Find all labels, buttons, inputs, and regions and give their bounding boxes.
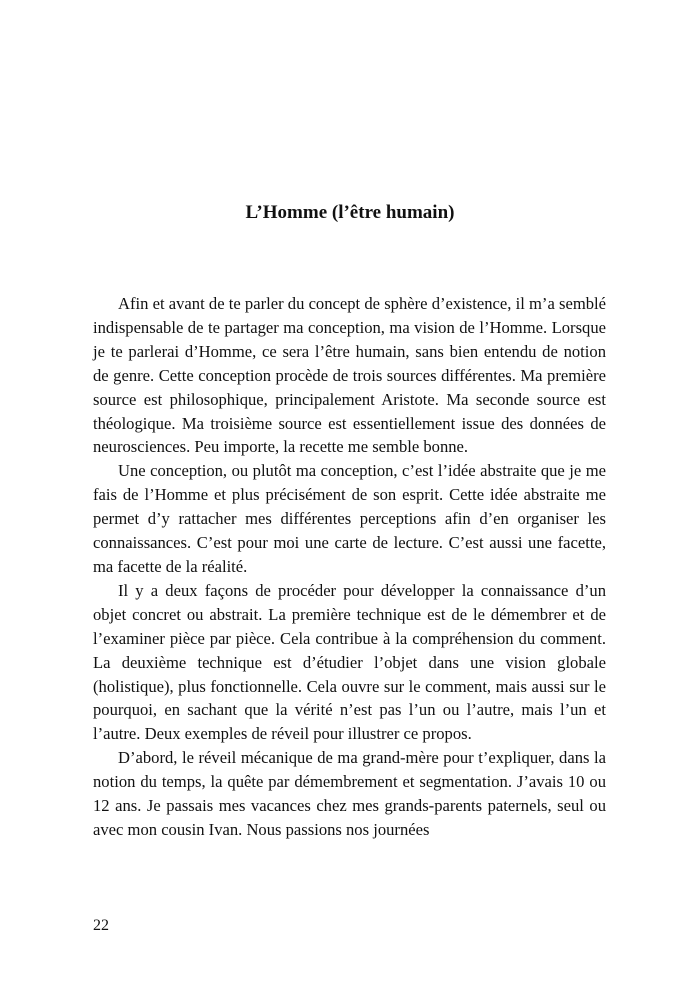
paragraph-1: Afin et avant de te parler du concept de sphère d’existence, il m’a semblé indispensable de te partager ma conception, ma vision de l’Homme. Lorsque je te parlerai d’Homme, ce sera l’être humain, sans bien entendu de notion de genre. Cette conception procède de trois sources différentes. Ma première source est philosophique, principalement Aristote. Ma seconde source est théologique. Ma troisième source est essentiellement issue des données de neurosciences. Peu importe, la recette me semble bonne. [93, 294, 606, 457]
body-text [93, 292, 606, 842]
paragraph-3: Il y a deux façons de procéder pour développer la connaissance d’un objet concret ou abstrait. La première technique est de le démembrer et de l’examiner pièce par pièce. Cela contribue à la compréhension du comment. La deuxième technique est d’étudier l’objet dans une vision globale (holistique), plus fonctionnelle. Cela ouvre sur le comment, mais aussi sur le pourquoi, en sachant que la vérité n’est pas l’un ou l’autre, mais l’un et l’autre. Deux exemples de réveil pour illustrer ce propos. [93, 580, 606, 744]
chapter-title: L’Homme (l’être humain) [245, 202, 455, 223]
paragraph-2: Une conception, ou plutôt ma conception, c’est l’idée abstraite que je me fais de l’Homme et plus précisément de son esprit. Cette idée abstraite me permet d’y rattacher mes différentes perceptions afin d’en organiser les connaissances. C’est pour moi une carte de lecture. C’est aussi une facette, ma facette de la réalité. [93, 461, 606, 576]
page-number: 22 [93, 917, 109, 934]
paragraph-4: D’abord, le réveil mécanique de ma grand-mère pour t’expliquer, dans la notion du temps, la quête par démembrement et segmentation. J’avais 10 ou 12 ans. Je passais mes vacances chez mes grands-parents paternels, seul ou avec mon cousin Ivan. Nous passions nos journées [93, 748, 606, 839]
